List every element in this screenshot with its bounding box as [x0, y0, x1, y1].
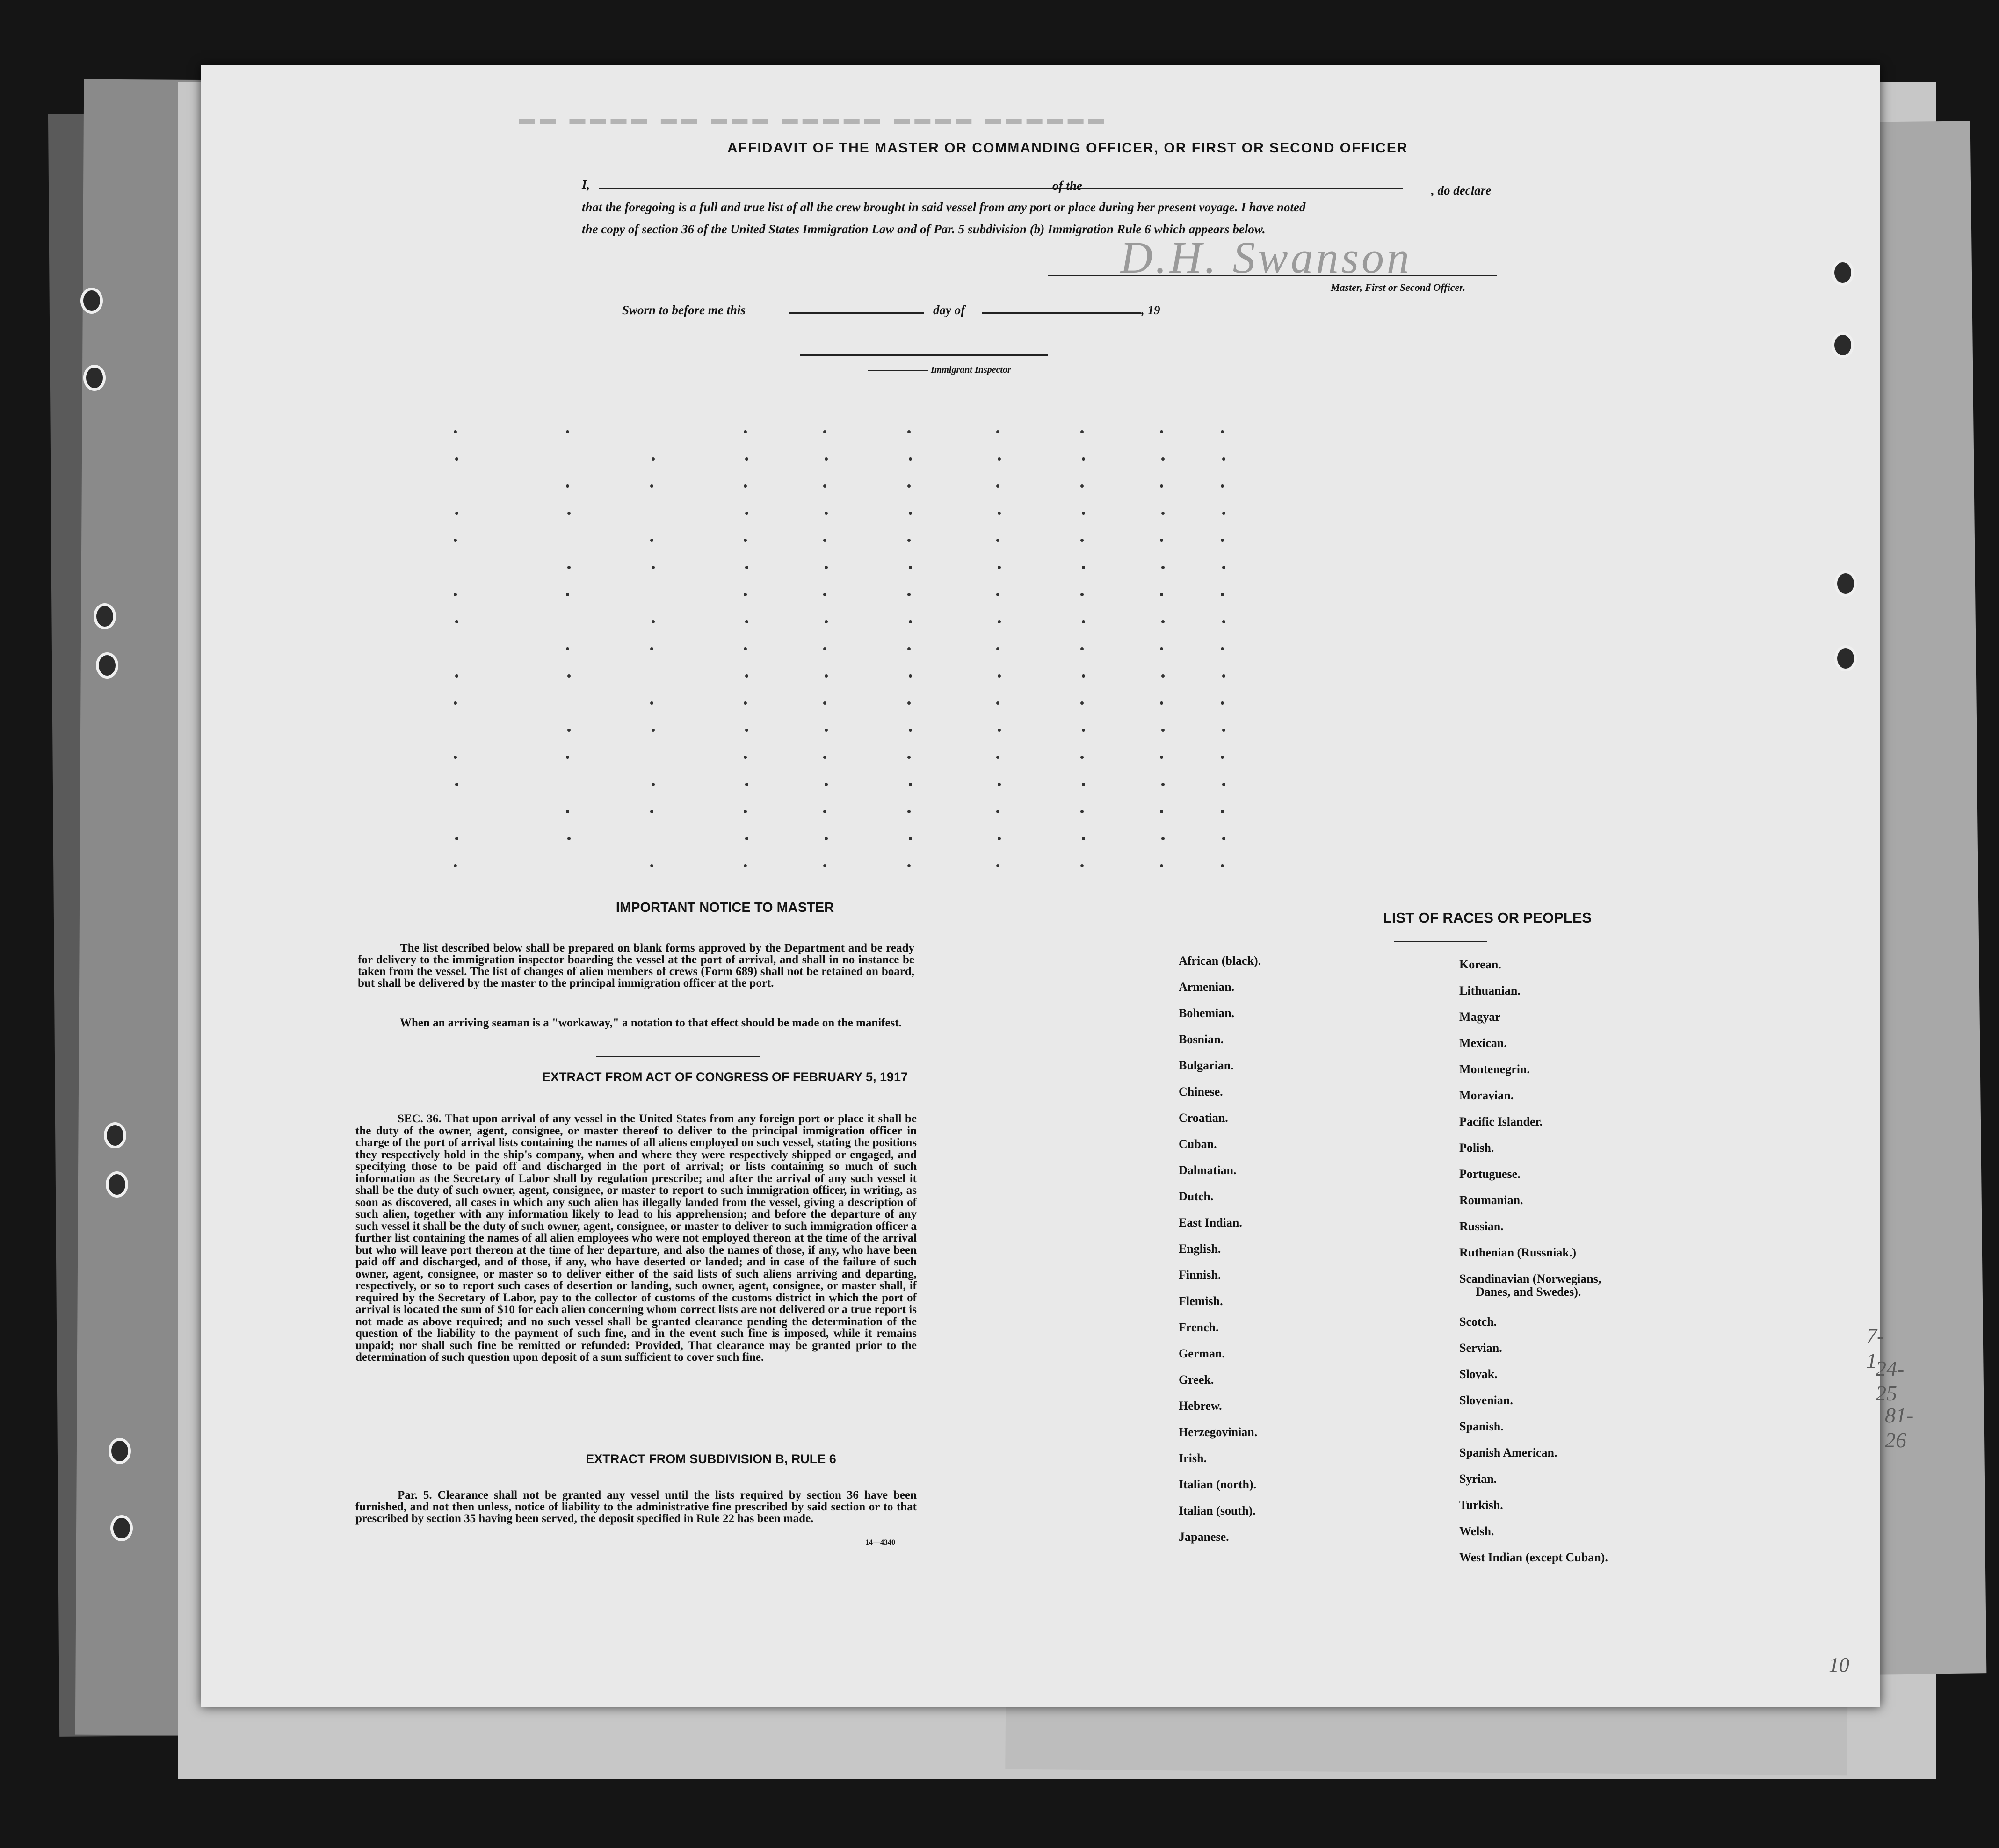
leader-dot	[996, 756, 1000, 759]
leader-dot	[744, 484, 747, 488]
race-item-left: Irish.	[1179, 1451, 1207, 1465]
leader-dot	[1080, 701, 1084, 705]
form-number: 14—4340	[865, 1538, 895, 1546]
race-item-right: Ruthenian (Russniak.)	[1459, 1246, 1576, 1259]
leader-dot	[1161, 783, 1165, 786]
margin-note-1: 7-1	[1866, 1324, 1884, 1372]
race-item-right: Magyar	[1459, 1010, 1501, 1024]
leader-dot	[998, 729, 1001, 732]
leader-dot	[823, 593, 826, 596]
race-item-left: Cuban.	[1179, 1137, 1217, 1151]
leader-dot	[566, 484, 569, 488]
leader-dot	[1160, 484, 1163, 488]
race-item-left: Dutch.	[1179, 1190, 1214, 1203]
leader-dot	[567, 512, 571, 515]
race-item-left: Greek.	[1179, 1373, 1214, 1386]
binder-hole-left-8	[110, 1515, 133, 1541]
leader-dot	[1160, 756, 1163, 759]
inspector-caption-rule	[868, 370, 928, 371]
notice-rule	[596, 1056, 760, 1057]
leader-dot	[745, 457, 748, 461]
leader-dot	[823, 864, 826, 867]
leader-dot	[1160, 539, 1163, 542]
leader-dot	[455, 512, 458, 515]
leader-dot	[745, 566, 748, 569]
leader-dot	[1080, 810, 1084, 813]
officer-signature: D.H. Swanson	[1120, 232, 1412, 282]
act-extract-text: SEC. 36. That upon arrival of any vessel in the United States from any foreign port or place it shall be the duty of the owner, agent, consignee, or master thereof to deliver to the principal immigration officer in charge of the port of arrival lists containing the names of all aliens employed on such vessel, stating the positions they respectively hold in the ship's company, when and where they were respectively shipped or engaged, and specifying those to be paid off and discharged in the port of arrival; or lists containing so much of such information as the Secretary of Labor shall by regulation prescribe; and after the arrival of any such vessel it shall be the duty of such owner, agent, consignee, or master to report to such immigration officer, in writing, as soon as discovered, all cases in which any such alien has illegally landed from the vessel, giving a description of such alien, together with any information likely to lead to his apprehension; and before the departure of any such vessel it shall be the duty of such owner, agent, consignee, or master to deliver to such immigration officer a further list containing the names of all alien employees who were not employed thereon at the time of the arrival but who will leave port thereon at the time of her departure, and also the names of those, if any, who have been paid off and discharged, and of those, if any, who have deserted or landed; and in case of the failure of such owner, agent, consignee, or master so to deliver either of the said lists of such aliens arriving and departing, respectively, or so to report such cases of desertion or landing, such owner, agent, consignee, or master shall, if required by the Secretary of Labor, pay to the collector of customs of the customs district in which the port of arrival is located the sum of $10 for each alien concerning whom correct lists are not delivered or a true report is not made as above required; and no such vessel shall be granted clearance pending the determination of the question of the liability to the payment of such fine, and in the event such fine is imposed, while it remains unpaid; nor shall such fine be remitted or refunded: Provided, That clearance may be granted prior to the determination of such question upon deposit of a sum sufficient to cover such fine.	[355, 1112, 917, 1364]
leader-dot	[567, 729, 571, 732]
leader-dot	[825, 783, 828, 786]
leader-dot	[1080, 756, 1084, 759]
leader-dot	[1160, 430, 1163, 433]
leader-dot	[1222, 783, 1225, 786]
leader-dot	[1221, 593, 1224, 596]
binder-hole-left-3	[94, 603, 116, 629]
leader-dot	[745, 674, 748, 678]
leader-dot	[566, 430, 569, 433]
leader-dot	[1082, 512, 1085, 515]
rule-extract-text: Par. 5. Clearance shall not be granted any vessel until the lists required by section 36 have been furnished, and not then unless, notice of liability to the administrative fine prescribed by said section or to that prescribed by section 35 having been served, the deposit specified in Rule 22 has been made.	[355, 1489, 917, 1525]
leader-dot	[1160, 593, 1163, 596]
affidavit-heading: AFFIDAVIT OF THE MASTER OR COMMANDING OFFICER, OR FIRST OR SECOND OFFICER	[727, 140, 1408, 156]
leader-dot	[825, 457, 828, 461]
leader-dot	[652, 620, 655, 623]
leader-dot	[744, 810, 747, 813]
leader-dot	[1221, 756, 1224, 759]
leader-dot	[996, 539, 1000, 542]
leader-dot	[825, 837, 828, 840]
leader-dot	[1080, 864, 1084, 867]
leader-dot	[650, 701, 653, 705]
leader-dot	[907, 864, 911, 867]
sworn-before-label: Sworn to before me this	[622, 303, 746, 317]
leader-dot	[566, 756, 569, 759]
leader-dot	[1161, 457, 1165, 461]
leader-dot	[1221, 701, 1224, 705]
leader-dot	[998, 620, 1001, 623]
race-item-left: Croatian.	[1179, 1111, 1228, 1125]
leader-dot	[825, 512, 828, 515]
leader-dot	[998, 674, 1001, 678]
leader-dot	[1160, 701, 1163, 705]
race-item-left: Hebrew.	[1179, 1399, 1222, 1413]
leader-dot	[650, 647, 653, 650]
leader-dot	[1221, 539, 1224, 542]
leader-dot	[1082, 837, 1085, 840]
races-heading: LIST OF RACES OR PEOPLES	[1383, 910, 1592, 926]
leader-dot	[1161, 674, 1165, 678]
leader-dot	[744, 701, 747, 705]
leader-dot	[996, 701, 1000, 705]
leader-dot	[1160, 864, 1163, 867]
leader-dot	[744, 430, 747, 433]
leader-dot	[907, 430, 911, 433]
race-item-left: Bulgarian.	[1179, 1059, 1234, 1072]
races-heading-rule	[1394, 941, 1487, 942]
leader-dot	[1082, 729, 1085, 732]
race-item-right: Danes, and Swedes).	[1476, 1285, 1581, 1299]
leader-dot	[1222, 457, 1225, 461]
leader-dot	[909, 674, 912, 678]
leader-dot	[567, 566, 571, 569]
race-item-right: Turkish.	[1459, 1498, 1503, 1512]
leader-dot	[1080, 593, 1084, 596]
leader-dot	[825, 620, 828, 623]
leader-dot	[825, 729, 828, 732]
race-item-right: Slovak.	[1459, 1367, 1498, 1381]
notice-heading: IMPORTANT NOTICE TO MASTER	[616, 900, 834, 915]
binder-hole-right-1	[1832, 260, 1854, 286]
leader-dot	[823, 701, 826, 705]
leader-dot	[907, 539, 911, 542]
binder-hole-left-5	[104, 1122, 126, 1148]
leader-dot	[650, 810, 653, 813]
leader-dot	[745, 512, 748, 515]
leader-dot	[1161, 620, 1165, 623]
leader-dot	[1222, 566, 1225, 569]
leader-dot	[1222, 674, 1225, 678]
leader-dot	[996, 810, 1000, 813]
leader-dot	[566, 593, 569, 596]
leader-dot	[907, 810, 911, 813]
race-item-left: Italian (south).	[1179, 1504, 1256, 1517]
leader-dot	[1082, 674, 1085, 678]
leader-dot	[652, 783, 655, 786]
leader-dot	[454, 756, 457, 759]
leader-dot	[1221, 647, 1224, 650]
race-item-left: Japanese.	[1179, 1530, 1229, 1544]
margin-note-3: 81-26	[1885, 1403, 1914, 1452]
race-item-right: Korean.	[1459, 958, 1501, 971]
leader-dot	[455, 783, 458, 786]
leader-dot	[1222, 837, 1225, 840]
race-item-right: Polish.	[1459, 1141, 1494, 1155]
race-item-right: Pacific Islander.	[1459, 1115, 1543, 1128]
binder-hole-right-4	[1834, 645, 1857, 671]
race-item-right: Spanish American.	[1459, 1446, 1557, 1459]
leader-dot	[745, 620, 748, 623]
leader-dot	[907, 756, 911, 759]
declaration-line-3: the copy of section 36 of the United States Immigration Law and of Par. 5 subdivision (b) Immigration Rule 6 which appears below.	[582, 222, 1266, 236]
leader-dot	[823, 810, 826, 813]
leader-dot	[1082, 783, 1085, 786]
race-item-left: Italian (north).	[1179, 1478, 1257, 1491]
leader-dot	[909, 837, 912, 840]
leader-dot	[567, 674, 571, 678]
leader-dot	[566, 647, 569, 650]
leader-dot	[825, 566, 828, 569]
race-item-left: Dalmatian.	[1179, 1163, 1237, 1177]
binder-hole-left-1	[80, 288, 103, 314]
leader-dot	[454, 539, 457, 542]
declaration-i-label: I,	[582, 178, 590, 192]
leader-dot	[1080, 484, 1084, 488]
leader-dot	[1082, 620, 1085, 623]
leader-dot	[1161, 729, 1165, 732]
race-item-left: Flemish.	[1179, 1294, 1223, 1308]
race-item-right: Welsh.	[1459, 1524, 1494, 1538]
leader-dot	[1160, 810, 1163, 813]
page-number: 10	[1829, 1653, 1849, 1676]
binder-hole-left-4	[96, 652, 118, 679]
race-item-right: Spanish.	[1459, 1420, 1504, 1433]
margin-note-2: 24-25	[1876, 1357, 1905, 1405]
race-item-right: Servian.	[1459, 1341, 1502, 1355]
leader-dot	[996, 864, 1000, 867]
leader-dot	[566, 810, 569, 813]
leader-dot	[744, 864, 747, 867]
leader-dot	[907, 484, 911, 488]
declaration-do-declare-label: , do declare	[1431, 183, 1492, 197]
leader-dot	[996, 593, 1000, 596]
leader-dot	[823, 647, 826, 650]
vessel-name-field[interactable]	[1094, 188, 1403, 189]
leader-dot	[744, 539, 747, 542]
form-page	[201, 65, 1914, 1707]
leader-dot	[744, 756, 747, 759]
act-extract-heading: EXTRACT FROM ACT OF CONGRESS OF FEBRUARY 5, 1917	[542, 1070, 908, 1084]
inspector-signature-line[interactable]	[800, 354, 1048, 356]
race-item-left: German.	[1179, 1347, 1225, 1360]
leader-dot	[567, 837, 571, 840]
leader-dot	[1161, 566, 1165, 569]
leader-dot	[652, 457, 655, 461]
race-item-left: English.	[1179, 1242, 1221, 1256]
race-item-right: Lithuanian.	[1459, 984, 1521, 997]
leader-dot	[455, 837, 458, 840]
leader-dot	[998, 566, 1001, 569]
leader-dot	[652, 729, 655, 732]
sworn-day-of-label: day of	[933, 303, 965, 317]
leader-dot	[1161, 837, 1165, 840]
race-item-left: Finnish.	[1179, 1268, 1221, 1282]
race-item-left: East Indian.	[1179, 1216, 1242, 1229]
leader-dot	[454, 430, 457, 433]
race-item-left: African (black).	[1179, 954, 1261, 967]
leader-dot	[1160, 647, 1163, 650]
race-item-right: West Indian (except Cuban).	[1459, 1551, 1608, 1564]
leader-dot	[745, 783, 748, 786]
leader-dot	[1222, 512, 1225, 515]
leader-dot	[998, 512, 1001, 515]
leader-dot	[1080, 430, 1084, 433]
binder-hole-right-3	[1834, 570, 1857, 597]
leader-dot	[744, 647, 747, 650]
leader-dot	[1221, 864, 1224, 867]
binder-hole-right-2	[1832, 332, 1854, 358]
race-item-left: Bohemian.	[1179, 1006, 1235, 1020]
leader-dot	[823, 756, 826, 759]
leader-dot	[1080, 647, 1084, 650]
leader-dot	[652, 566, 655, 569]
race-item-left: Bosnian.	[1179, 1032, 1224, 1046]
leader-dot	[909, 566, 912, 569]
leader-dot	[907, 593, 911, 596]
race-item-right: Russian.	[1459, 1220, 1504, 1233]
binder-hole-left-2	[83, 365, 106, 391]
leader-dot	[996, 484, 1000, 488]
leader-dot	[454, 593, 457, 596]
leader-dot	[1221, 484, 1224, 488]
race-item-left: French.	[1179, 1321, 1219, 1334]
race-item-right: Slovenian.	[1459, 1393, 1513, 1407]
sworn-year-label: , 19	[1141, 303, 1160, 317]
race-item-right: Syrian.	[1459, 1472, 1497, 1486]
race-item-right: Montenegrin.	[1459, 1062, 1530, 1076]
race-item-right: Portuguese.	[1459, 1167, 1521, 1181]
leader-dot	[1082, 457, 1085, 461]
leader-dot	[907, 701, 911, 705]
leader-dot	[650, 484, 653, 488]
bleed-through-text: ▬▬ ▬▬▬▬ ▬▬ ▬▬▬ ▬▬▬▬▬ ▬▬▬▬ ▬▬▬▬▬▬	[519, 110, 1109, 128]
leader-dot	[650, 539, 653, 542]
notice-paragraph-1: The list described below shall be prepared on blank forms approved by the Department and be ready for delivery to the immigration inspector boarding the vessel at the port of arrival, and shall in no instance be taken from the vessel. The list of changes of alien members of crews (Form 689) shall not be retained on board, but shall be delivered by the master to the principal immigration officer at the port.	[358, 942, 914, 989]
leader-dot	[745, 837, 748, 840]
leader-dot	[909, 620, 912, 623]
leader-dot	[1082, 566, 1085, 569]
signature-caption: Master, First or Second Officer.	[1331, 282, 1466, 293]
leader-dot	[823, 430, 826, 433]
leader-dot	[909, 457, 912, 461]
sworn-day-field[interactable]	[789, 312, 924, 314]
leader-dot	[1221, 810, 1224, 813]
leader-dot	[744, 593, 747, 596]
leader-dot	[650, 864, 653, 867]
leader-dot	[745, 729, 748, 732]
leader-dot	[998, 783, 1001, 786]
race-item-right: Scotch.	[1459, 1315, 1497, 1328]
signature-line	[1048, 275, 1497, 276]
leader-dot	[454, 864, 457, 867]
leader-dot	[998, 837, 1001, 840]
notice-paragraph-2: When an arriving seaman is a "workaway," a notation to that effect should be made on the manifest.	[400, 1017, 902, 1029]
leader-dot	[1222, 620, 1225, 623]
leader-dot	[455, 457, 458, 461]
leader-dot	[996, 647, 1000, 650]
leader-dot	[909, 783, 912, 786]
declaration-line-2: that the foregoing is a full and true list of all the crew brought in said vessel from any port or place during her present voyage. I have noted	[582, 200, 1306, 214]
leader-dot	[907, 647, 911, 650]
leader-dot	[823, 539, 826, 542]
leader-dot	[825, 674, 828, 678]
rule-extract-heading: EXTRACT FROM SUBDIVISION B, RULE 6	[586, 1452, 836, 1466]
race-item-right: Moravian.	[1459, 1089, 1514, 1102]
binder-hole-left-6	[106, 1171, 128, 1198]
race-item-right: Mexican.	[1459, 1036, 1507, 1050]
declaration-of-the-label: of the	[1052, 179, 1082, 193]
leader-dot	[455, 620, 458, 623]
race-item-right: Scandinavian (Norwegians,	[1459, 1272, 1601, 1285]
binder-hole-left-7	[109, 1438, 131, 1464]
leader-dot	[454, 701, 457, 705]
race-item-left: Armenian.	[1179, 980, 1235, 994]
sworn-month-field[interactable]	[982, 312, 1141, 314]
race-item-left: Herzegovinian.	[1179, 1425, 1258, 1439]
leader-dot	[996, 430, 1000, 433]
leader-dot	[1221, 430, 1224, 433]
leader-dot	[455, 674, 458, 678]
race-item-left: Chinese.	[1179, 1085, 1223, 1098]
leader-dot	[1161, 512, 1165, 515]
leader-dot	[998, 457, 1001, 461]
leader-dot	[1080, 539, 1084, 542]
inspector-caption: Immigrant Inspector	[931, 365, 1011, 375]
race-item-right: Roumanian.	[1459, 1193, 1523, 1207]
leader-dot	[909, 729, 912, 732]
leader-dot	[1222, 729, 1225, 732]
leader-dot	[909, 512, 912, 515]
leader-dot	[823, 484, 826, 488]
